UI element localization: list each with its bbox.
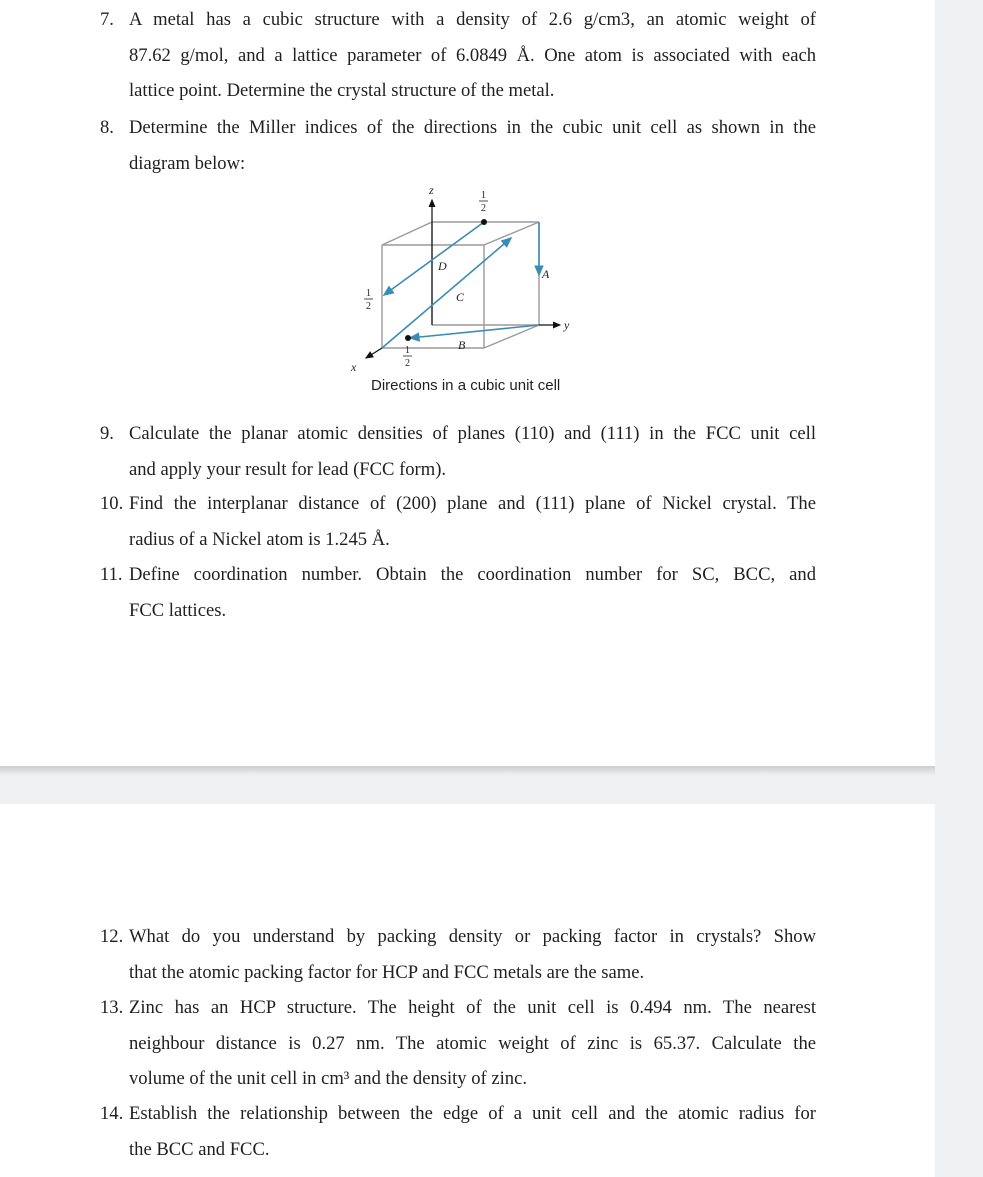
question-line: and apply your result for lead (FCC form).	[129, 458, 447, 480]
question-line: that the atomic packing factor for HCP and FCC metals are the same.	[129, 961, 645, 983]
question-11	[100, 557, 816, 628]
vector-b	[410, 325, 539, 338]
y-axis-label: y	[564, 318, 570, 332]
figure-caption: Directions in a cubic unit cell	[371, 377, 561, 394]
question-line: diagram below:	[129, 152, 246, 174]
question-line: Zinc has an HCP structure. The height of the unit cell is 0.494 nm. The nearest	[129, 997, 816, 1018]
half-point-dot	[405, 335, 411, 341]
question-line: A metal has a cubic structure with a density of 2.6 g/cm3, an atomic weight of	[129, 9, 816, 30]
question-line: Establish the relationship between the edge of a unit cell and the atomic radius for	[129, 1103, 816, 1124]
label-b: B	[458, 338, 466, 352]
viewer-gutter	[935, 0, 983, 1177]
question-14	[100, 1096, 816, 1167]
svg-text:2: 2	[366, 301, 371, 312]
question-line: volume of the unit cell in cm³ and the density of zinc.	[129, 1068, 528, 1090]
question-line: Determine the Miller indices of the directions in the cubic unit cell as shown in the	[129, 117, 816, 138]
question-line: What do you understand by packing density or packing factor in crystals? Show	[129, 926, 816, 947]
label-a: A	[542, 267, 550, 281]
question-line: neighbour distance is 0.27 nm. The atomic weight of zinc is 65.37. Calculate the	[129, 1032, 816, 1054]
question-number: 13.	[100, 997, 124, 1018]
question-number: 8.	[100, 117, 114, 138]
question-number: 11.	[100, 564, 123, 585]
document-page-2	[0, 804, 935, 1177]
label-c: C	[456, 290, 465, 304]
question-8	[100, 110, 816, 181]
fraction-top	[479, 190, 488, 214]
question-number: 10.	[100, 493, 124, 514]
question-line: Calculate the planar atomic densities of planes (110) and (111) in the FCC unit cell	[129, 423, 816, 444]
x-axis	[366, 348, 382, 358]
page-separator	[0, 766, 935, 804]
question-9	[100, 416, 816, 487]
question-number: 9.	[100, 423, 114, 444]
vector-d	[384, 222, 484, 295]
question-12	[100, 919, 816, 990]
question-number: 14.	[100, 1103, 124, 1124]
question-7	[100, 2, 816, 109]
question-line: the BCC and FCC.	[129, 1138, 270, 1160]
question-line: 87.62 g/mol, and a lattice parameter of 6.0849 Å. One atom is associated with each	[129, 44, 816, 66]
question-line: FCC lattices.	[129, 599, 227, 621]
cubic-unit-cell-svg	[338, 178, 608, 400]
direction-vectors	[382, 222, 539, 348]
x-axis-label: x	[351, 360, 357, 374]
question-number: 7.	[100, 9, 114, 30]
question-line: lattice point. Determine the crystal structure of the metal.	[129, 80, 555, 102]
vector-c	[382, 238, 511, 348]
half-point-dot	[481, 219, 487, 225]
question-10	[100, 486, 816, 557]
svg-text:1: 1	[366, 288, 371, 299]
question-line: Find the interplanar distance of (200) plane and (111) plane of Nickel crystal. The	[129, 493, 816, 514]
question-13	[100, 990, 816, 1097]
fraction-left	[364, 288, 373, 312]
svg-text:1: 1	[405, 345, 410, 356]
z-axis-label: z	[429, 183, 434, 197]
question-line: radius of a Nickel atom is 1.245 Å.	[129, 528, 390, 550]
label-d: D	[438, 259, 447, 273]
svg-text:2: 2	[481, 203, 486, 214]
svg-text:2: 2	[405, 358, 410, 369]
cube-edges	[382, 222, 539, 348]
question-number: 12.	[100, 926, 124, 947]
cubic-unit-cell-diagram	[338, 178, 608, 400]
question-line: Define coordination number. Obtain the coordination number for SC, BCC, and	[129, 564, 816, 585]
svg-text:1: 1	[481, 190, 486, 201]
